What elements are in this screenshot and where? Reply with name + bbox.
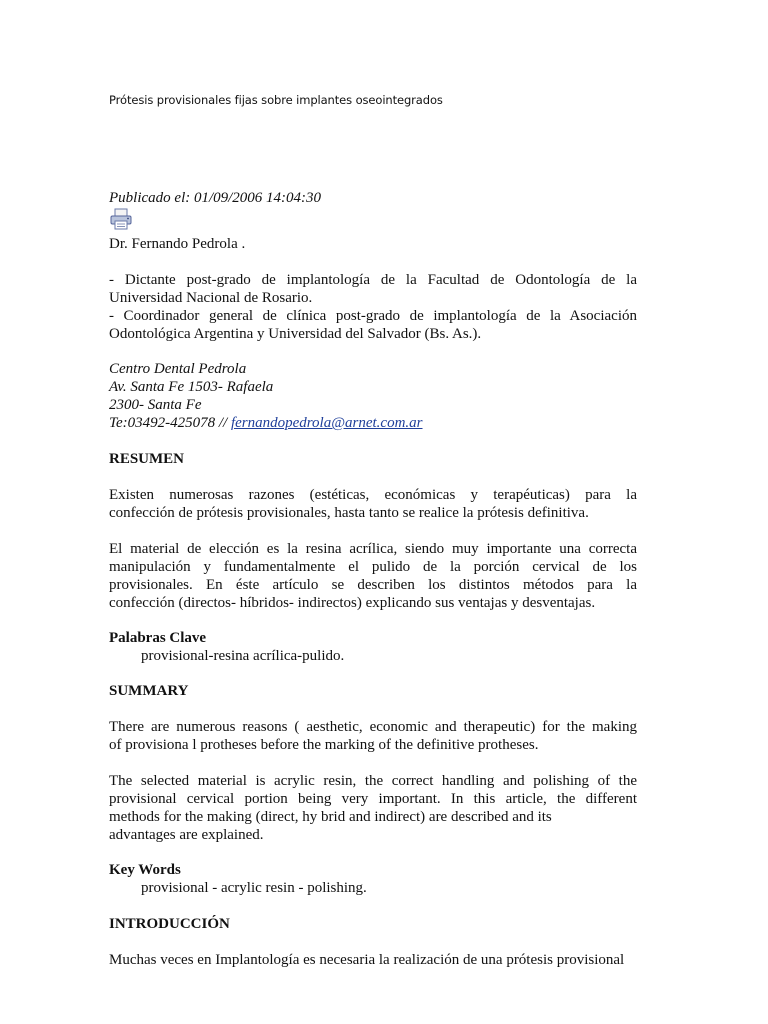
resumen-paragraph-2: El material de elección es la resina acrílica, siendo muy importante una correcta manipulación y fundamentalmente el pulido de la porción cervical de los provisionales. En éste artículo se describen los distintos métodos para la confección (directos- híbridos- indirectos) explicando sus ventajas y desventajas. xyxy=(109,541,637,611)
palabras-clave-block xyxy=(109,629,637,665)
email-link[interactable]: fernandopedrola@arnet.com.ar xyxy=(230,415,423,431)
clinic-name: Centro Dental Pedrola xyxy=(109,361,247,377)
published-date: Publicado el: 01/09/2006 14:04:30 xyxy=(109,190,322,206)
summary-heading: SUMMARY xyxy=(109,683,189,699)
clinic-phone: Te:03492-425078 // xyxy=(109,415,231,431)
key-words-block xyxy=(109,861,637,897)
introduccion-heading: INTRODUCCIÓN xyxy=(109,916,230,932)
resumen-heading: RESUMEN xyxy=(109,451,185,467)
author-name: Dr. Fernando Pedrola . xyxy=(109,236,246,252)
clinic-city: 2300- Santa Fe xyxy=(109,397,202,413)
introduccion-paragraph: Muchas veces en Implantología es necesaria la realización de una prótesis provisional xyxy=(109,952,625,968)
palabras-clave-text: provisional-resina acrílica-pulido. xyxy=(141,648,345,664)
credential-line: - Dictante post-grado de implantología de la Facultad de Odontología de la xyxy=(109,272,637,288)
key-words-heading: Key Words xyxy=(109,862,181,878)
credential-line: Universidad Nacional de Rosario. xyxy=(109,290,313,306)
palabras-clave-heading: Palabras Clave xyxy=(109,630,207,646)
printer-icon[interactable] xyxy=(109,208,133,230)
clinic-address: Av. Santa Fe 1503- Rafaela xyxy=(109,379,274,395)
clinic-phone-line xyxy=(109,414,637,432)
author-credentials xyxy=(109,271,637,343)
resumen-paragraph-1: Existen numerosas razones (estéticas, económicas y terapéuticas) para la confección de prótesis provisionales, hasta tanto se realice la prótesis definitiva. xyxy=(109,487,637,521)
document-title: Prótesis provisionales fijas sobre implantes oseointegrados xyxy=(109,93,443,107)
key-words-text: provisional - acrylic resin - polishing. xyxy=(141,880,367,896)
summary-paragraph-2: The selected material is acrylic resin, the correct handling and polishing of the provisional cervical portion being very important. In this article, the different methods for the making (direct, hy brid and indirect) are described and its advantages are explained. xyxy=(109,773,637,843)
printer-icon-graphic xyxy=(109,208,133,230)
credential-line: Odontológica Argentina y Universidad del Salvador (Bs. As.). xyxy=(109,326,482,342)
credential-line: - Coordinador general de clínica post-grado de implantología de la Asociación xyxy=(109,308,637,324)
contact-block xyxy=(109,360,637,432)
summary-paragraph-1: There are numerous reasons ( aesthetic, economic and therapeutic) for the making of provisiona l protheses before the marking of the definitive protheses. xyxy=(109,719,637,753)
